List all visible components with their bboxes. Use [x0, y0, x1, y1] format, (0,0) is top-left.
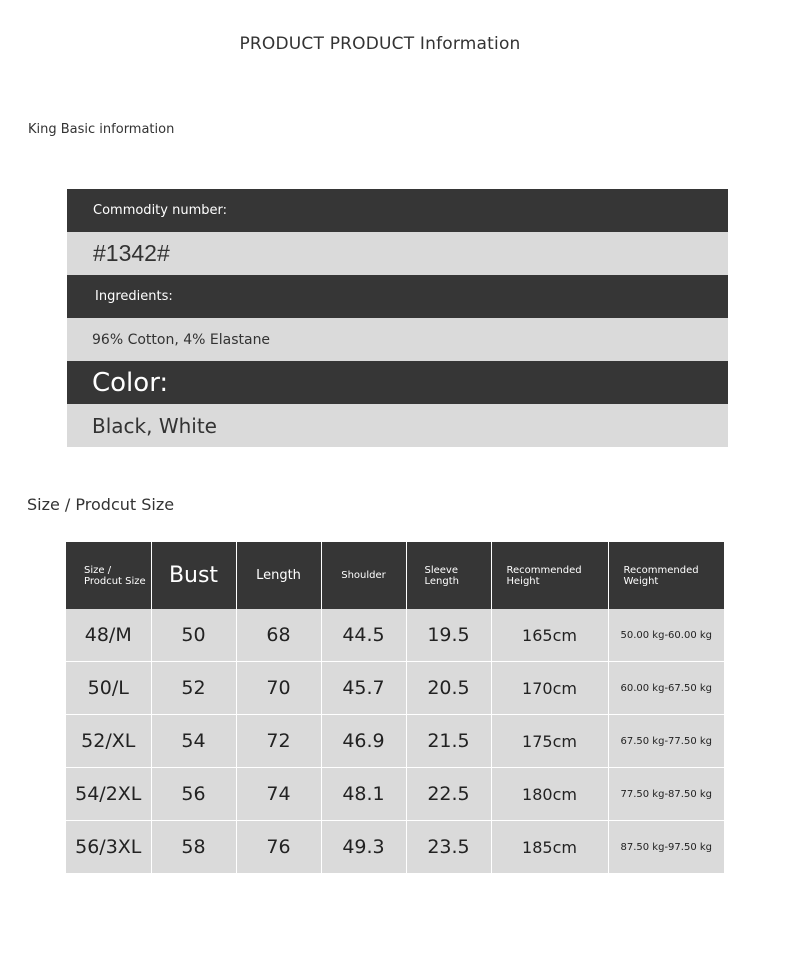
header-shoulder: Shoulder — [321, 542, 406, 609]
cell-height: 180cm — [491, 768, 608, 821]
header-size: Size / Prodcut Size — [66, 542, 151, 609]
size-table-header — [66, 542, 724, 609]
header-length: Length — [236, 542, 321, 609]
ingredients-label: Ingredients: — [95, 289, 173, 304]
cell-sleeve: 20.5 — [406, 662, 491, 715]
cell-length: 76 — [236, 821, 321, 874]
size-heading: Size / Prodcut Size — [27, 495, 175, 514]
table-row — [66, 715, 724, 768]
cell-bust: 56 — [151, 768, 236, 821]
cell-bust: 54 — [151, 715, 236, 768]
cell-height: 185cm — [491, 821, 608, 874]
cell-length: 72 — [236, 715, 321, 768]
basic-info-heading: King Basic information — [28, 122, 175, 137]
cell-bust: 58 — [151, 821, 236, 874]
cell-size: 56/3XL — [66, 821, 151, 874]
commodity-value: #1342# — [93, 240, 170, 266]
basic-info-table — [67, 189, 728, 447]
page-title: PRODUCT PRODUCT Information — [239, 34, 521, 54]
header-recommended-height: Recommended Height — [491, 542, 608, 609]
cell-shoulder: 45.7 — [321, 662, 406, 715]
cell-height: 175cm — [491, 715, 608, 768]
commodity-value-row — [67, 232, 728, 275]
cell-length: 68 — [236, 609, 321, 662]
header-sleeve-length: Sleeve Length — [406, 542, 491, 609]
cell-length: 74 — [236, 768, 321, 821]
color-value: Black, White — [92, 413, 217, 438]
cell-height: 170cm — [491, 662, 608, 715]
cell-weight: 50.00 kg-60.00 kg — [608, 609, 724, 662]
commodity-label-row — [67, 189, 728, 232]
cell-weight: 87.50 kg-97.50 kg — [608, 821, 724, 874]
color-value-row — [67, 404, 728, 447]
cell-size: 48/M — [66, 609, 151, 662]
cell-weight: 60.00 kg-67.50 kg — [608, 662, 724, 715]
table-row — [66, 609, 724, 662]
cell-shoulder: 49.3 — [321, 821, 406, 874]
table-row — [66, 662, 724, 715]
cell-bust: 52 — [151, 662, 236, 715]
cell-shoulder: 44.5 — [321, 609, 406, 662]
cell-sleeve: 19.5 — [406, 609, 491, 662]
color-label: Color: — [92, 367, 169, 398]
table-row — [66, 821, 724, 874]
ingredients-label-row — [67, 275, 728, 318]
ingredients-value-row — [67, 318, 728, 361]
cell-length: 70 — [236, 662, 321, 715]
commodity-label: Commodity number: — [93, 203, 227, 218]
table-row — [66, 768, 724, 821]
cell-shoulder: 48.1 — [321, 768, 406, 821]
color-label-row — [67, 361, 728, 404]
cell-sleeve: 22.5 — [406, 768, 491, 821]
cell-weight: 77.50 kg-87.50 kg — [608, 768, 724, 821]
cell-size: 50/L — [66, 662, 151, 715]
cell-height: 165cm — [491, 609, 608, 662]
cell-bust: 50 — [151, 609, 236, 662]
cell-size: 52/XL — [66, 715, 151, 768]
cell-sleeve: 21.5 — [406, 715, 491, 768]
header-bust: Bust — [151, 542, 236, 609]
size-table — [66, 542, 724, 874]
cell-weight: 67.50 kg-77.50 kg — [608, 715, 724, 768]
cell-size: 54/2XL — [66, 768, 151, 821]
cell-sleeve: 23.5 — [406, 821, 491, 874]
cell-shoulder: 46.9 — [321, 715, 406, 768]
header-recommended-weight: Recommended Weight — [608, 542, 724, 609]
ingredients-value: 96% Cotton, 4% Elastane — [92, 331, 271, 348]
